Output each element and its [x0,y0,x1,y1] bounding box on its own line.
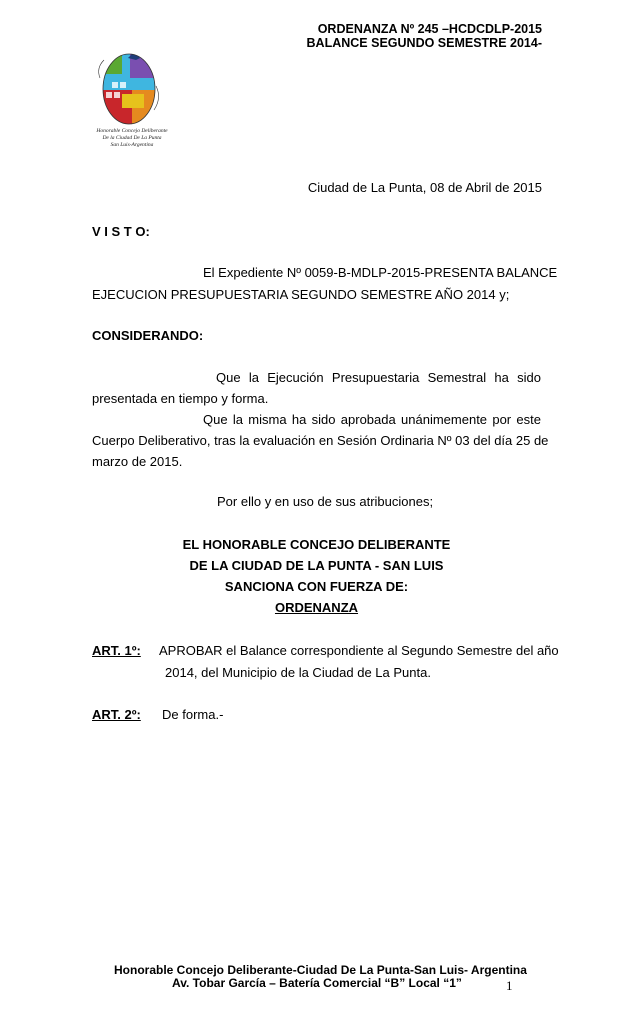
ordinance-number: ORDENANZA Nº 245 –HCDCDLP-2015 [317,22,542,36]
art1-label: ART. 1º: [92,643,141,658]
art2-text: De forma.- [162,707,224,722]
visto-line1: El Expediente Nº 0059-B-MDLP-2015-PRESENTA BALANCE [203,265,558,280]
ordinance-subject: BALANCE SEGUNDO SEMESTRE 2014- [306,36,542,50]
sanciona-line1: EL HONORABLE CONCEJO DELIBERANTE [182,537,451,552]
art2-label: ART. 2º: [92,707,141,722]
considerando-p2-line2: Cuerpo Deliberativo, tras la evaluación en Sesión Ordinaria Nº 03 del día 25 de [92,433,549,448]
art1-line1: APROBAR el Balance correspondiente al Segundo Semestre del año [159,643,559,658]
council-logo-icon [92,48,166,128]
art1-line2: 2014, del Municipio de la Ciudad de La Punta. [165,665,431,680]
page-number: 1 [506,978,513,993]
ordenanza-title: ORDENANZA [274,600,359,615]
logo-caption-line3: San Luis-Argentina [110,142,154,148]
sanciona-line3: SANCIONA CON FUERZA DE: [224,579,409,594]
considerando-p1-line1: Que la Ejecución Presupuestaria Semestral ha sido [216,370,541,385]
visto-line2: EJECUCION PRESUPUESTARIA SEGUNDO SEMESTRE AÑO 2014 y; [92,287,510,302]
date-line: Ciudad de La Punta, 08 de Abril de 2015 [307,180,542,195]
logo-caption-line2: De la Ciudad De La Punta [102,135,162,141]
footer-line1: Honorable Concejo Deliberante-Ciudad De La Punta-San Luis- Argentina [114,963,527,977]
considerando-p2-line1: Que la misma ha sido aprobada unánimemente por este [203,412,541,427]
footer-line2: Av. Tobar García – Batería Comercial “B” Local “1” [172,976,462,990]
considerando-p1-line2: presentada en tiempo y forma. [92,391,269,406]
logo-caption-line1: Honorable Concejo Deliberante [96,128,168,134]
considerando-p2-line3: marzo de 2015. [92,454,183,469]
sanciona-line2: DE LA CIUDAD DE LA PUNTA - SAN LUIS [189,558,444,573]
visto-heading: V I S T O: [92,224,150,239]
por-ello-line: Por ello y en uso de sus atribuciones; [217,494,434,509]
considerando-heading: CONSIDERANDO: [92,328,204,343]
